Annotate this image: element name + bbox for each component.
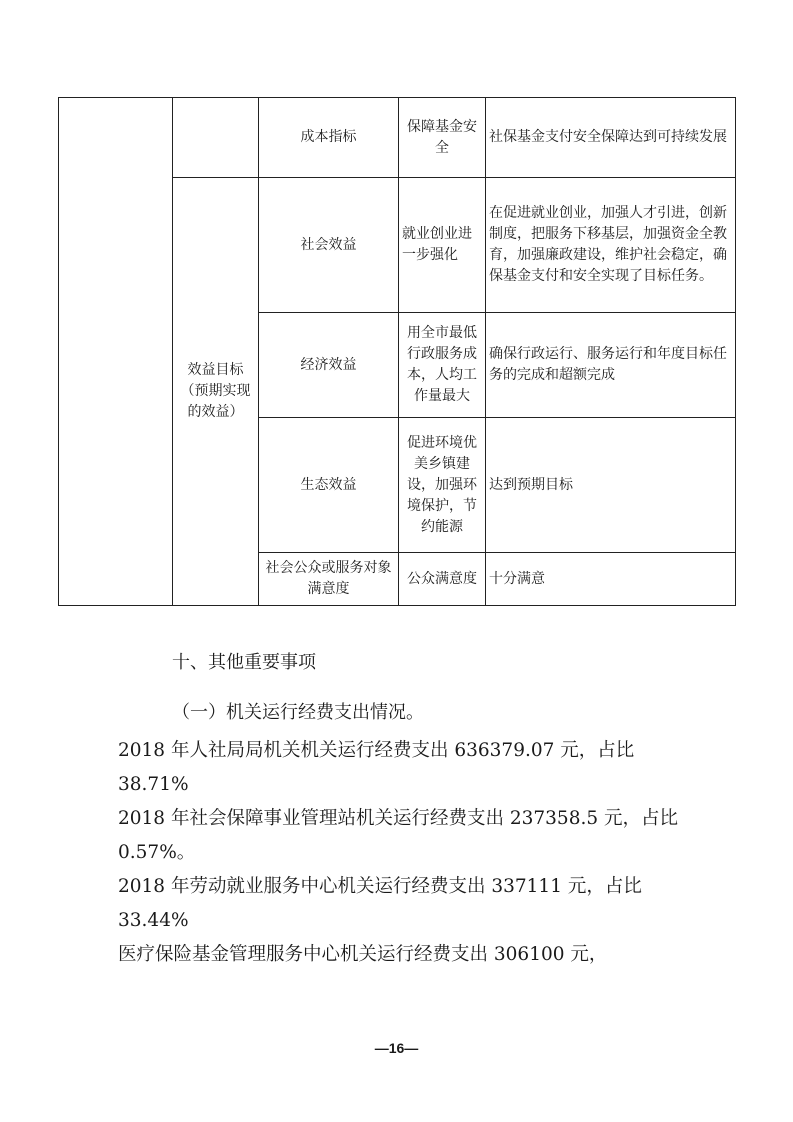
empty-category-cell [59, 98, 173, 606]
performance-table [58, 97, 736, 606]
satisfaction-value-cell: 十分满意 [486, 553, 736, 606]
empty-group-cell [173, 98, 259, 178]
satisfaction-indicator-cell: 公众满意度 [399, 553, 486, 606]
social-value-cell: 在促进就业创业，加强人才引进，创新制度，把服务下移基层，加强资金全教育，加强廉政建设，维护社会稳定，确保基金支付和安全实现了目标任务。 [486, 178, 736, 313]
section-heading: 十、其他重要事项 [172, 652, 316, 673]
page-number: —16— [374, 1040, 419, 1056]
social-indicator-cell: 就业创业进一步强化 [399, 178, 486, 313]
ecological-value-cell: 达到预期目标 [486, 418, 736, 553]
paragraph: 医疗保险基金管理服务中心机关运行经费支出 306100 元， [118, 944, 608, 965]
table-row [59, 98, 736, 178]
benefit-group-label: 效益目标（预期实现的效益） [173, 178, 259, 606]
paragraph: 2018 年人社局局机关机关运行经费支出 636379.07 元，占比 38.71% [118, 740, 635, 795]
paragraph: 2018 年劳动就业服务中心机关运行经费支出 337111 元，占比 33.44% [118, 876, 642, 931]
paragraph: 2018 年社会保障事业管理站机关运行经费支出 237358.5 元，占比 0.57%。 [118, 808, 678, 863]
cost-indicator-cell: 保障基金安全 [399, 98, 486, 178]
body-text [118, 734, 683, 972]
cost-value-cell: 社保基金支付安全保障达到可持续发展 [486, 98, 736, 178]
economic-metric-cell: 经济效益 [259, 313, 399, 418]
economic-value-cell: 确保行政运行、服务运行和年度目标任务的完成和超额完成 [486, 313, 736, 418]
ecological-metric-cell: 生态效益 [259, 418, 399, 553]
cost-metric-cell: 成本指标 [259, 98, 399, 178]
economic-indicator-cell: 用全市最低行政服务成本，人均工作量最大 [399, 313, 486, 418]
ecological-indicator-cell: 促进环境优美乡镇建设，加强环境保护，节约能源 [399, 418, 486, 553]
section-subheading: （一）机关运行经费支出情况。 [172, 702, 424, 723]
satisfaction-metric-cell: 社会公众或服务对象满意度 [259, 553, 399, 606]
social-metric-cell: 社会效益 [259, 178, 399, 313]
